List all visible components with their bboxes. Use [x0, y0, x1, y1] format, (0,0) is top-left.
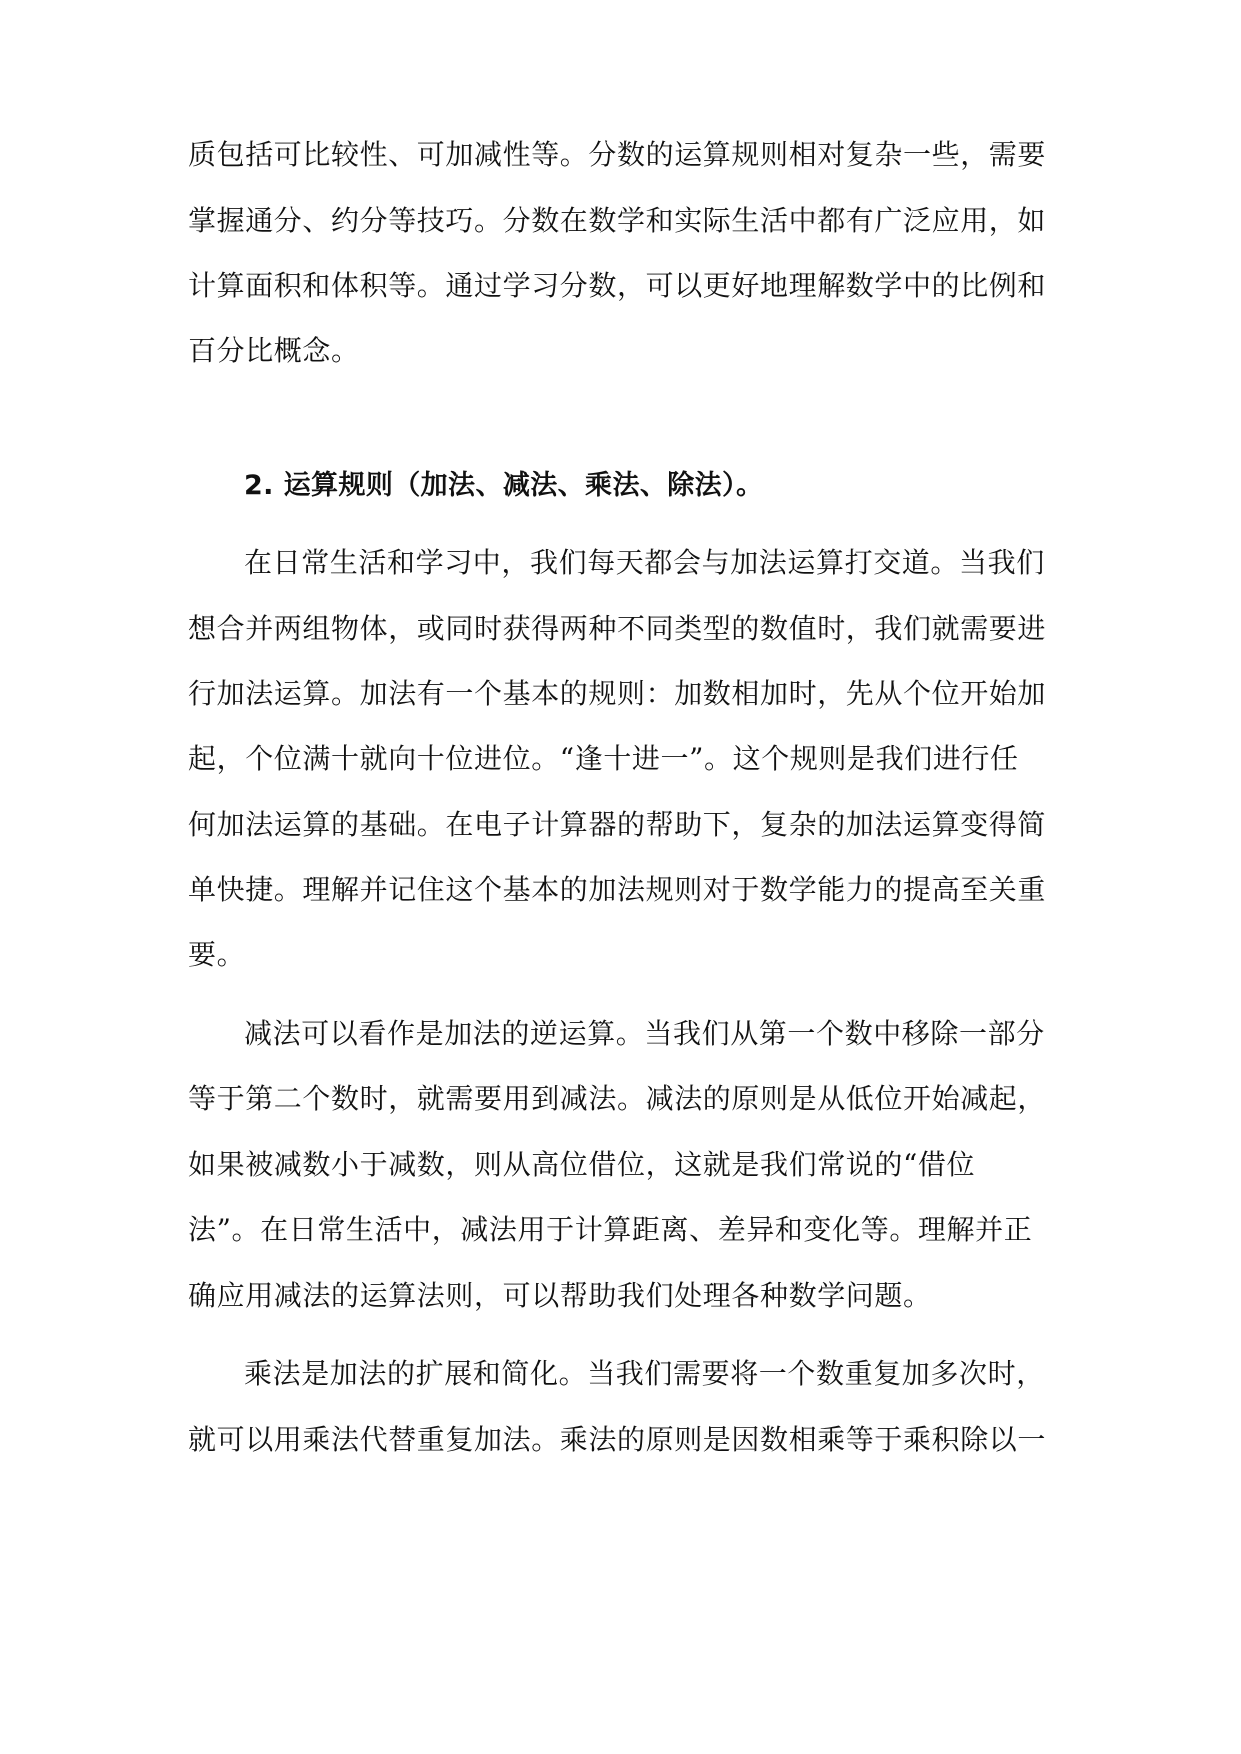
text-line: 掌握通分、约分等技巧。分数在数学和实际生活中都有广泛应用，如 [188, 204, 1047, 237]
text-line: 减法可以看作是加法的逆运算。当我们从第一个数中移除一部分 [244, 1017, 1045, 1050]
text-line: 想合并两组物体，或同时获得两种不同类型的数值时，我们就需要进 [188, 612, 1047, 645]
text-line: 要。 [188, 938, 246, 971]
text-line: 如果被减数小于减数，则从高位借位，这就是我们常说的“借位 [188, 1148, 976, 1181]
text-line: 在日常生活和学习中，我们每天都会与加法运算打交道。当我们 [244, 546, 1045, 579]
text-line: 百分比概念。 [188, 334, 360, 367]
text-line: 乘法是加法的扩展和简化。当我们需要将一个数重复加多次时， [244, 1357, 1045, 1390]
text-line: 单快捷。理解并记住这个基本的加法规则对于数学能力的提高至关重 [188, 873, 1047, 906]
text-line: 等于第二个数时，就需要用到减法。减法的原则是从低位开始减起， [188, 1082, 1047, 1115]
text-line: 就可以用乘法代替重复加法。乘法的原则是因数相乘等于乘积除以一 [188, 1423, 1047, 1456]
text-line: 法”。在日常生活中，减法用于计算距离、差异和变化等。理解并正 [188, 1213, 1033, 1246]
text-line: 质包括可比较性、可加减性等。分数的运算规则相对复杂一些，需要 [188, 138, 1047, 171]
section-heading: 2. 运算规则（加法、减法、乘法、除法）。 [244, 470, 764, 501]
text-line: 何加法运算的基础。在电子计算器的帮助下，复杂的加法运算变得简 [188, 808, 1047, 841]
text-line: 确应用减法的运算法则，可以帮助我们处理各种数学问题。 [188, 1279, 932, 1312]
text-line: 计算面积和体积等。通过学习分数，可以更好地理解数学中的比例和 [188, 269, 1047, 302]
text-line: 行加法运算。加法有一个基本的规则：加数相加时，先从个位开始加 [188, 677, 1047, 710]
text-line: 起，个位满十就向十位进位。“逢十进一”。这个规则是我们进行任 [188, 742, 1019, 775]
